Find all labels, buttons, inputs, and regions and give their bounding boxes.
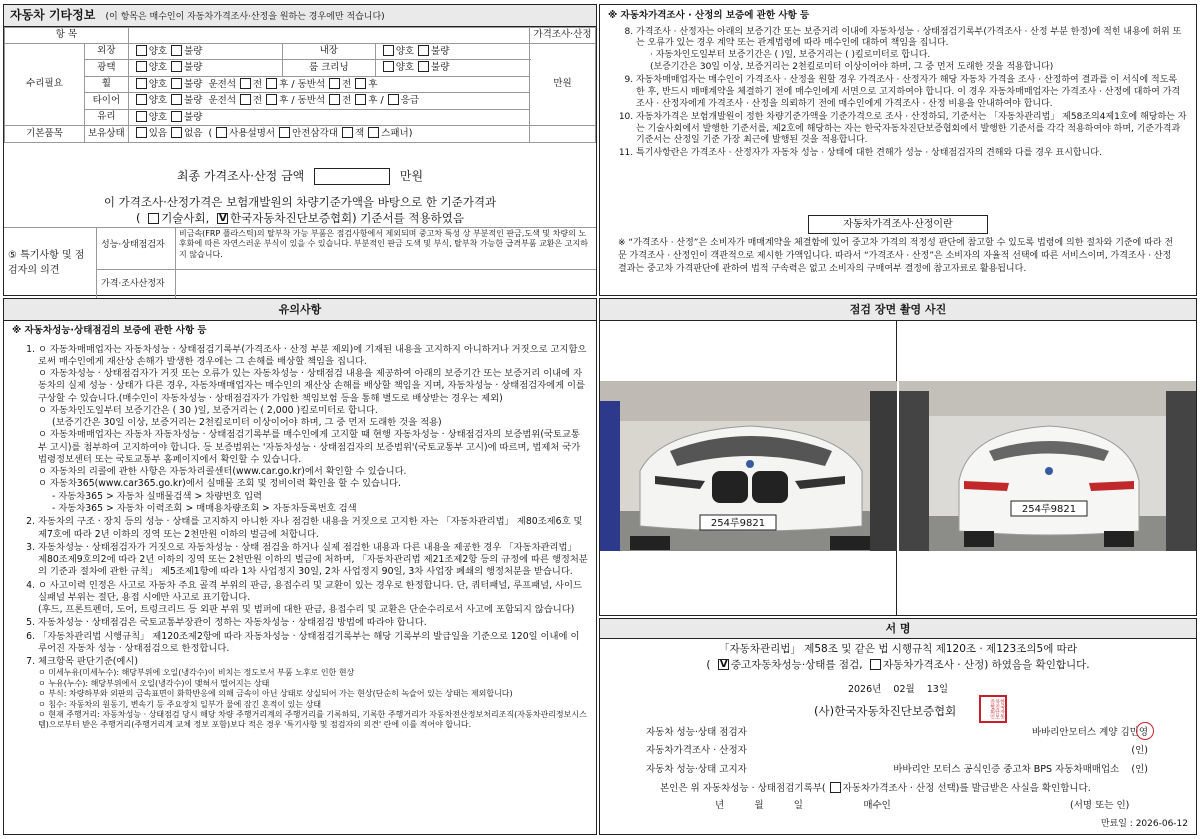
appraiser-label: 가격·조사산정자 <box>96 270 176 298</box>
bad-label: 불량 <box>184 78 203 90</box>
checkbox[interactable] <box>240 78 251 89</box>
checkbox[interactable] <box>171 45 182 56</box>
glass-options <box>128 109 529 126</box>
checkbox-appraisal[interactable] <box>870 659 881 670</box>
front-car-image <box>600 321 897 615</box>
final-price-row <box>4 168 596 185</box>
list-item: 10. 자동차가격은 보험개발원이 정한 차량기준가액을 기준가격으로 조사 · 산정하되, 기준서는 「자동차관리법」 제58조의4제1호에 해당하는 자는 기술사회에서 발행한 기준서를, 제2호에 해당하는 자는 한국자동차진단보증협회에서 발행한 기준서를 각각 적용하여야 하며, 기준가격과 기준서는 산정일 기준 가장 최근에 발행된 것을 적용합니다. <box>636 112 1188 148</box>
notifier-seal: (인) <box>1131 764 1148 775</box>
basis-line2-end: ) 기준서를 적용하였음 <box>352 211 464 226</box>
appraiser-row <box>610 745 1186 758</box>
tire-options <box>128 93 529 110</box>
checkbox[interactable] <box>171 94 182 105</box>
checkbox[interactable] <box>171 78 182 89</box>
inspector-role: 자동차 성능·상태 점검자 <box>646 727 747 738</box>
buyer-line: 본인은 위 자동차성능 · 상태점검기록부( <box>660 783 826 794</box>
issue-year: 2026년 <box>847 684 882 695</box>
basis-line1: 이 가격조사·산정가격은 보험개발원의 차량기준가액을 바탕으로 한 기준가격과 <box>103 195 497 209</box>
notes-list <box>12 344 588 731</box>
notifier-role: 자동차 성능·상태 고지자 <box>646 764 747 775</box>
checkbox[interactable] <box>171 127 182 138</box>
front-plate: 254루9821 <box>710 518 766 529</box>
checkbox[interactable] <box>136 127 147 138</box>
checkbox[interactable] <box>355 78 366 89</box>
bad-label: 불량 <box>184 95 203 107</box>
list-item <box>636 27 1188 75</box>
row-exterior: 외장 <box>85 43 129 60</box>
checkbox[interactable] <box>266 78 277 89</box>
checkbox[interactable] <box>136 45 147 56</box>
front-label: 전 <box>253 78 263 90</box>
list-item: 5. 자동차성능 · 상태점검은 국토교통부장관이 정하는 자동차성능 · 상태점검 방법에 따라야 합니다. <box>38 617 588 629</box>
notes-title: 유의사항 <box>4 299 596 321</box>
vehicle-other-info-panel <box>3 4 597 296</box>
org-stamp <box>979 695 1007 723</box>
issue-month: 02월 <box>893 684 915 695</box>
driver-side-label: 운전석 <box>208 95 237 107</box>
triangle-label: 안전삼각대 <box>292 128 338 140</box>
col-item-header: 항 목 <box>5 28 129 44</box>
checkbox[interactable] <box>136 61 147 72</box>
row-tire: 타이어 <box>85 93 129 110</box>
checkbox-buyer[interactable] <box>830 782 841 793</box>
none-label: 없음 <box>184 128 203 140</box>
note-text: 4. ㅇ 사고이력 인정은 사고로 자동차 주요 골격 부위의 판금, 용접수리 및 교환이 있는 경우로 한정합니다. 단, 쿼터패널, 루프패널, 사이드실패널 부위는 절단, 용접 시에만 사고로 표기합니다. <box>38 579 582 603</box>
room-cleaning-options <box>375 60 529 77</box>
notes-panel <box>3 298 597 835</box>
rear-label: 후 / <box>368 95 384 107</box>
notifier-group <box>893 764 1186 777</box>
front-label: 전 <box>253 95 263 107</box>
issue-date <box>600 684 1196 697</box>
checkbox[interactable] <box>329 94 340 105</box>
special-notes-section <box>4 227 596 297</box>
expiry-date: 만료일 : 2026-06-12 <box>1100 819 1188 829</box>
good-label: 양호 <box>148 111 168 123</box>
checkbox[interactable] <box>136 94 147 105</box>
col-price-header: 가격조사·산정 <box>530 28 596 44</box>
price-unit: 만원 <box>530 43 596 126</box>
note-text: (후드, 프론트펜더, 도어, 트렁크리드 등 외판 부위 및 범퍼에 대한 판금, 용접수리 및 교환은 단순수리로서 사고에 포함되지 않습니다) <box>38 604 575 616</box>
criteria-list <box>38 668 588 730</box>
checkbox[interactable] <box>418 45 429 56</box>
other-info-title: 자동차 기타정보 <box>10 8 96 22</box>
checkbox-kaida[interactable] <box>217 213 228 224</box>
bad-label: 불량 <box>431 45 450 57</box>
notifier-row <box>610 764 1186 777</box>
final-price-input[interactable] <box>314 168 390 185</box>
rear-label: 후 <box>368 78 378 90</box>
manual-label: 사용설명서 <box>229 128 276 140</box>
list-item <box>38 580 588 617</box>
bad-label: 불량 <box>431 62 450 74</box>
col-item-spacer <box>128 28 529 44</box>
note-text: 7. 체크항목 판단기준(예시) <box>38 656 139 668</box>
list-item <box>38 344 588 516</box>
buyer-date-line: 년 월 일 매수인 <box>715 800 891 811</box>
checkbox[interactable] <box>368 127 379 138</box>
notes-heading: ※ 자동차성능·상태점검의 보증에 관한 사항 등 <box>12 325 207 336</box>
good-label: 양호 <box>395 62 415 74</box>
note-text: - 자동차365 > 자동차 실매물검색 > 차량번호 입력 <box>52 490 263 502</box>
appraiser-role: 자동차가격조사 · 산정자 <box>646 745 747 756</box>
list-item: 3. 자동차성능 · 상태점검자가 거짓으로 자동차성능 · 상태 점검을 하거나 실제 점검한 내용과 다른 내용을 제공한 경우 「자동차관리법」 제80조제9호의2에 따라 2년 이하의 징역 또는 2천만원 이하의 벌금에 처하며, 「자동차관리법 제21조제2항 등의 규정에 따른 행정처분의 기준과 절차에 관한 규칙」 제5조제1항에 따라 1차 사업정지 30일, 2차 사업정지 90일, 3차 사업장 폐쇄의 행정처분을 받습니다. <box>38 542 588 579</box>
note-text: ㅇ 자동차성능 · 상태점검자가 거짓 또는 오류가 있는 자동차성능 · 상태점검 내용을 제공하여 아래의 보증기간 또는 보증거리 이내에 자동차의 실제 성능 · 상태가 다른 경우, 자동차매매업자는 매수인의 재산상 손해를 배상할 책임을 지며, 자동차성능 · 상태점검자에게 이를 구상할 수 있습니다.(매수인이 자동차성능 · 상태점검자가 가입한 책임보험 등을 통해 별도로 배상받는 경우는 제외) <box>38 368 586 404</box>
item8-sub1: · 자동차인도일부터 보증기간은 ( )일, 보증거리는 ( )킬로미터로 합니다. <box>650 50 931 61</box>
good-label: 양호 <box>148 62 168 74</box>
photos-panel <box>599 298 1197 616</box>
inspector-row <box>610 727 1186 740</box>
good-label: 양호 <box>148 45 168 57</box>
exterior-options <box>128 43 282 60</box>
confirm-line: ( V중고자동차성능·상태를 점검, 자동차가격조사 · 산정) 하였음을 확인합니다. <box>600 659 1196 673</box>
buyer-sign: (서명 또는 인) <box>1070 800 1130 811</box>
row-wheel: 휠 <box>85 76 129 93</box>
checkbox[interactable] <box>136 111 147 122</box>
checkbox[interactable] <box>136 78 147 89</box>
checkbox[interactable] <box>383 61 394 72</box>
checkbox-tech[interactable] <box>148 213 159 224</box>
criteria-item: ㅇ 침수: 자동차의 원동기, 변속기 등 주요장치 일부가 물에 잠긴 흔적이 있는 상태 <box>38 699 322 709</box>
criteria-item: ㅇ 부식: 차량하부와 외판의 금속표면이 화학반응에 의해 금속이 아닌 상태로 상실되어 가는 현상(단순히 녹슬어 있는 상태는 제외합니다) <box>38 689 513 699</box>
row-holding: 보유상태 <box>85 126 129 143</box>
checkbox[interactable] <box>388 94 399 105</box>
bad-label: 불량 <box>184 111 203 123</box>
group-repair-label: 수리필요 <box>5 43 85 126</box>
note-text: (보증기간은 30일 이상, 보증거리는 2천킬로미터 이상이어야 하며, 그 중 먼저 도래한 것을 적용) <box>52 417 442 429</box>
row-room-cleaning: 룸 크리닝 <box>282 60 375 77</box>
signature-panel <box>599 618 1197 835</box>
note-text: ㅇ 자동차365(www.car365.go.kr)에서 실매물 조회 및 정비이력 확인을 할 수 있습니다. <box>38 478 401 490</box>
price-warranty-list <box>608 27 1188 161</box>
list-item: 11. 특기사항란은 가격조사 · 산정자가 자동차 성능 · 상태에 대한 견해가 성능 · 상태점검자의 견해와 다를 경우 표시합니다. <box>636 148 1188 160</box>
inspector-text: 비금속(FRP 플라스틱)의 탈부착 가능 부품은 점검사항에서 제외되며 중고차 특성 상 부분적인 판금,도색 및 차량의 노후화에 따른 자연스러운 부식이 있을 수 있습니다. 부분적인 판금 도색 및 부식, 탈부착 가능한 급격부품 교환은 고지하지 않습니다. <box>176 228 596 270</box>
item8-text: 가격조사 · 산정자는 아래의 보증기간 또는 보증거리 이내에 자동차성능 · 상태점검기록부(가격조사 · 산정 부분 한정)에 적힌 내용에 허위 또는 오류가 있는 경우 계약 또는 관계법령에 따라 매수인에 대하여 책임을 집니다. <box>636 26 1182 49</box>
price-warranty-heading: ※ 자동차가격조사 · 산정의 보증에 관한 사항 등 <box>608 10 810 21</box>
spanner-label: 스패너 <box>381 128 409 140</box>
inspector-label: 성능·상태점검자 <box>96 228 176 270</box>
other-info-header <box>4 5 596 27</box>
other-info-note: (이 항목은 매수인이 자동차가격조사·산정을 원하는 경우에만 적습니다) <box>105 12 385 22</box>
checkbox[interactable] <box>383 45 394 56</box>
issue-day: 13일 <box>926 684 949 695</box>
wheel-options <box>128 76 529 93</box>
checkbox[interactable] <box>216 127 227 138</box>
checkbox[interactable] <box>342 127 353 138</box>
checkbox[interactable] <box>279 127 290 138</box>
criteria-item: ㅇ 미세누유(미세누수): 해당부위에 오일(냉각수)이 비치는 정도로서 부품 노후로 인한 현상 <box>38 668 355 678</box>
final-price-unit: 만원 <box>399 169 424 183</box>
interior-options <box>375 43 529 60</box>
front-photo <box>600 321 897 615</box>
row-gloss: 광택 <box>85 60 129 77</box>
note-text: ㅇ 자동차의 리콜에 관한 사항은 자동차리콜센터(www.car.go.kr)에서 확인할 수 있습니다. <box>38 466 407 478</box>
appraisal-definition-box <box>608 215 1188 293</box>
definition-title: 자동차가격조사·산정이란 <box>808 215 988 234</box>
stamp-text: 한국자동차진단보증협회인 <box>989 699 1005 719</box>
photos-title: 점검 장면 촬영 사진 <box>600 299 1196 321</box>
good-label: 양호 <box>148 95 168 107</box>
item8-sub2: (보증기간은 30일 이상, 보증거리는 2천킬로미터 이상이어야 하며, 그 중 먼저 도래한 것을 적용합니다) <box>650 62 1054 73</box>
rear-car-image <box>899 321 1196 615</box>
front-label: 전 <box>342 95 352 107</box>
basis-text <box>4 194 596 226</box>
checkbox[interactable] <box>418 61 429 72</box>
inspector-seal-icon <box>1136 722 1154 740</box>
price-warranty-panel <box>599 4 1197 296</box>
checkbox[interactable] <box>355 94 366 105</box>
empty-price-cell <box>530 126 596 143</box>
checkbox[interactable] <box>329 78 340 89</box>
holding-options: 있음 없음 ( 사용설명서 안전삼각대 잭 스패너) <box>128 126 529 143</box>
emergency-label: 응급 <box>400 95 420 107</box>
signature-title: 서 명 <box>600 619 1196 639</box>
options-table <box>4 27 596 143</box>
special-label: ⑤ 특기사항 및 점검자의 의견 <box>8 250 85 276</box>
checkbox[interactable] <box>171 61 182 72</box>
notes-body <box>4 321 596 731</box>
check1-label: 중고자동차성능·상태를 점검, <box>730 659 863 671</box>
definition-text: ※ “가격조사 · 산정”은 소비자가 매매계약을 체결함에 있어 중고차 가격의 적정성 판단에 참고할 수 있도록 법령에 의한 절차와 기준에 따라 전문 가격조사 · 산정인이 객관적으로 제시한 가액입니다. 따라서 “가격조사 · 산정”은 소비자의 자율적 선택에 따른 서비스이며, 가격조사 · 산정 결과는 중고차 가격판단에 관하여 법적 구속력은 없고 소비자의 구매여부 결정에 참고자료로 활용됩니다. <box>618 238 1174 274</box>
rear-photo <box>899 321 1196 615</box>
rear-passenger-label: 후 / 동반석 <box>279 95 326 107</box>
list-item: 6. 「자동차관리법 시행규칙」 제120조제2항에 따라 자동차성능 · 상태점검기록부는 해당 기록부의 발급일을 기준으로 120일 이내에 이루어진 자동차 성능 · 상태점검으로 한정합니다. <box>38 631 588 656</box>
final-price-label: 최종 가격조사·산정 금액 <box>176 169 305 183</box>
have-label: 있음 <box>148 128 168 140</box>
front-label: 전 <box>342 78 352 90</box>
basis-line2: ( 기술사회, V한국자동차진단보증협회) 기준서를 적용하였음 <box>4 210 596 226</box>
checkbox[interactable] <box>240 94 251 105</box>
law-line: 「자동차관리법」 제58조 및 같은 법 시행규칙 제120조 · 제123조의5에 따라 <box>719 643 1077 655</box>
basis-tech: 기술사회 <box>161 211 206 226</box>
group-basic-label: 기본품목 <box>5 126 85 143</box>
checkbox-inspection[interactable] <box>718 659 729 670</box>
driver-side-label: 운전석 <box>208 78 237 90</box>
row-interior: 내장 <box>282 43 375 60</box>
good-label: 양호 <box>148 78 168 90</box>
checkbox[interactable] <box>171 111 182 122</box>
rear-plate: 254루9821 <box>1021 504 1077 515</box>
bad-label: 불량 <box>184 62 203 74</box>
gloss-options <box>128 60 282 77</box>
criteria-item: ㅇ 누유(누수): 해당부위에서 오일(냉각수)이 맺혀서 떨어지는 상태 <box>38 678 270 688</box>
good-label: 양호 <box>395 45 415 57</box>
buyer-line2: 자동차가격조사 · 산정 선택)를 발급받은 사실을 확인합니다. <box>842 783 1091 794</box>
notifier-name: 바바리안 모터스 공식인증 중고차 BPS 자동차매매업소 <box>893 764 1120 775</box>
list-item <box>38 656 588 731</box>
note-text: ㅇ 자동차인도일부터 보증기간은 ( 30 )일, 보증거리는 ( 2,000 )킬로미터로 합니다. <box>38 404 378 416</box>
buyer-confirm-line <box>660 782 1091 796</box>
inspector-name: 바바리안모터스 계양 김민영 <box>1031 727 1148 738</box>
list-item: 2. 자동차의 구조 · 장치 등의 성능 · 상태를 고지하지 아니한 자나 점검한 내용을 거짓으로 고지한 자는 「자동차관리법」 제80조제6호 및 제7호에 따라 2년 이하의 징역 또는 2천만원 이하의 벌금에 처합니다. <box>38 516 588 541</box>
note-text: 1. ㅇ 자동차매매업자는 자동차성능 · 상태점검기록부(가격조사 · 산정 부분 제외)에 기재된 내용을 고지하지 아니하거나 거짓으로 고지함으로써 매수인에게 재산상 손해가 발생한 경우에는 그 손해를 배상할 책임을 집니다. <box>38 343 587 367</box>
rear-passenger-label: 후 / 동반석 <box>279 78 326 90</box>
bad-label: 불량 <box>184 45 203 57</box>
list-item: 9. 자동차매매업자는 매수인이 가격조사 · 산정을 원할 경우 가격조사 · 산정자가 해당 자동차 가격을 조사 · 산정하여 결과를 이 서식에 적도록 한 후, 반드시 매매계약을 체결하기 전에 매수인에게 서면으로 고지하여야 합니다. 이 경우 자동차매매업자는 가격조사 · 산정에 대하여 가격조사 · 산정자에게 가격조사 · 산정을 의뢰하기 전에 매수인에게 가격조사 · 산정 비용을 안내하여야 합니다. <box>636 75 1188 111</box>
org-name: (사)한국자동차진단보증협회 <box>814 704 957 718</box>
checkbox[interactable] <box>266 94 277 105</box>
note-text: - 자동차365 > 자동차 이력조회 > 매매용차량조회 > 자동차등록번호 검색 <box>52 502 357 514</box>
check2-label: 자동차가격조사 · 산정) 하였음을 확인합니다. <box>882 659 1090 671</box>
basis-kaida: 한국자동차진단보증협회 <box>229 211 353 226</box>
note-text: ㅇ 자동차매매업자는 자동차 자동차성능 · 상태점검기록부를 매수인에게 고지할 때 현행 자동차성능 · 상태점검자의 보증범위(국토교통부 고시)를 첨부하여 고지하여야 합니다. 등 보증범위는 '자동차성능 · 상태점검자의 보증범위'(국토교통부 고시)에 따르며, 법제처 국가법령정보센터 또는 국토교통부 홈페이지에서 확인할 수 있습니다. <box>38 429 581 465</box>
row-glass: 유리 <box>85 109 129 126</box>
appraiser-seal: (인) <box>1131 745 1148 756</box>
criteria-item: ㅇ 현재 주행거리: 자동차성능 · 상태점검 당시 해당 차량 주행거리계의 주행거리를 기록하되, 기록한 주행거리가 자동차전산정보처리조직(자동차관리정보시스템)으로부터 받은 주행거리(주행거리계 교체 정보 포함)보다 적은 경우 '특기사항 및 점검자의 의견' 란에 이를 적어야 합니다. <box>38 710 587 730</box>
jack-label: 잭 <box>354 128 365 140</box>
